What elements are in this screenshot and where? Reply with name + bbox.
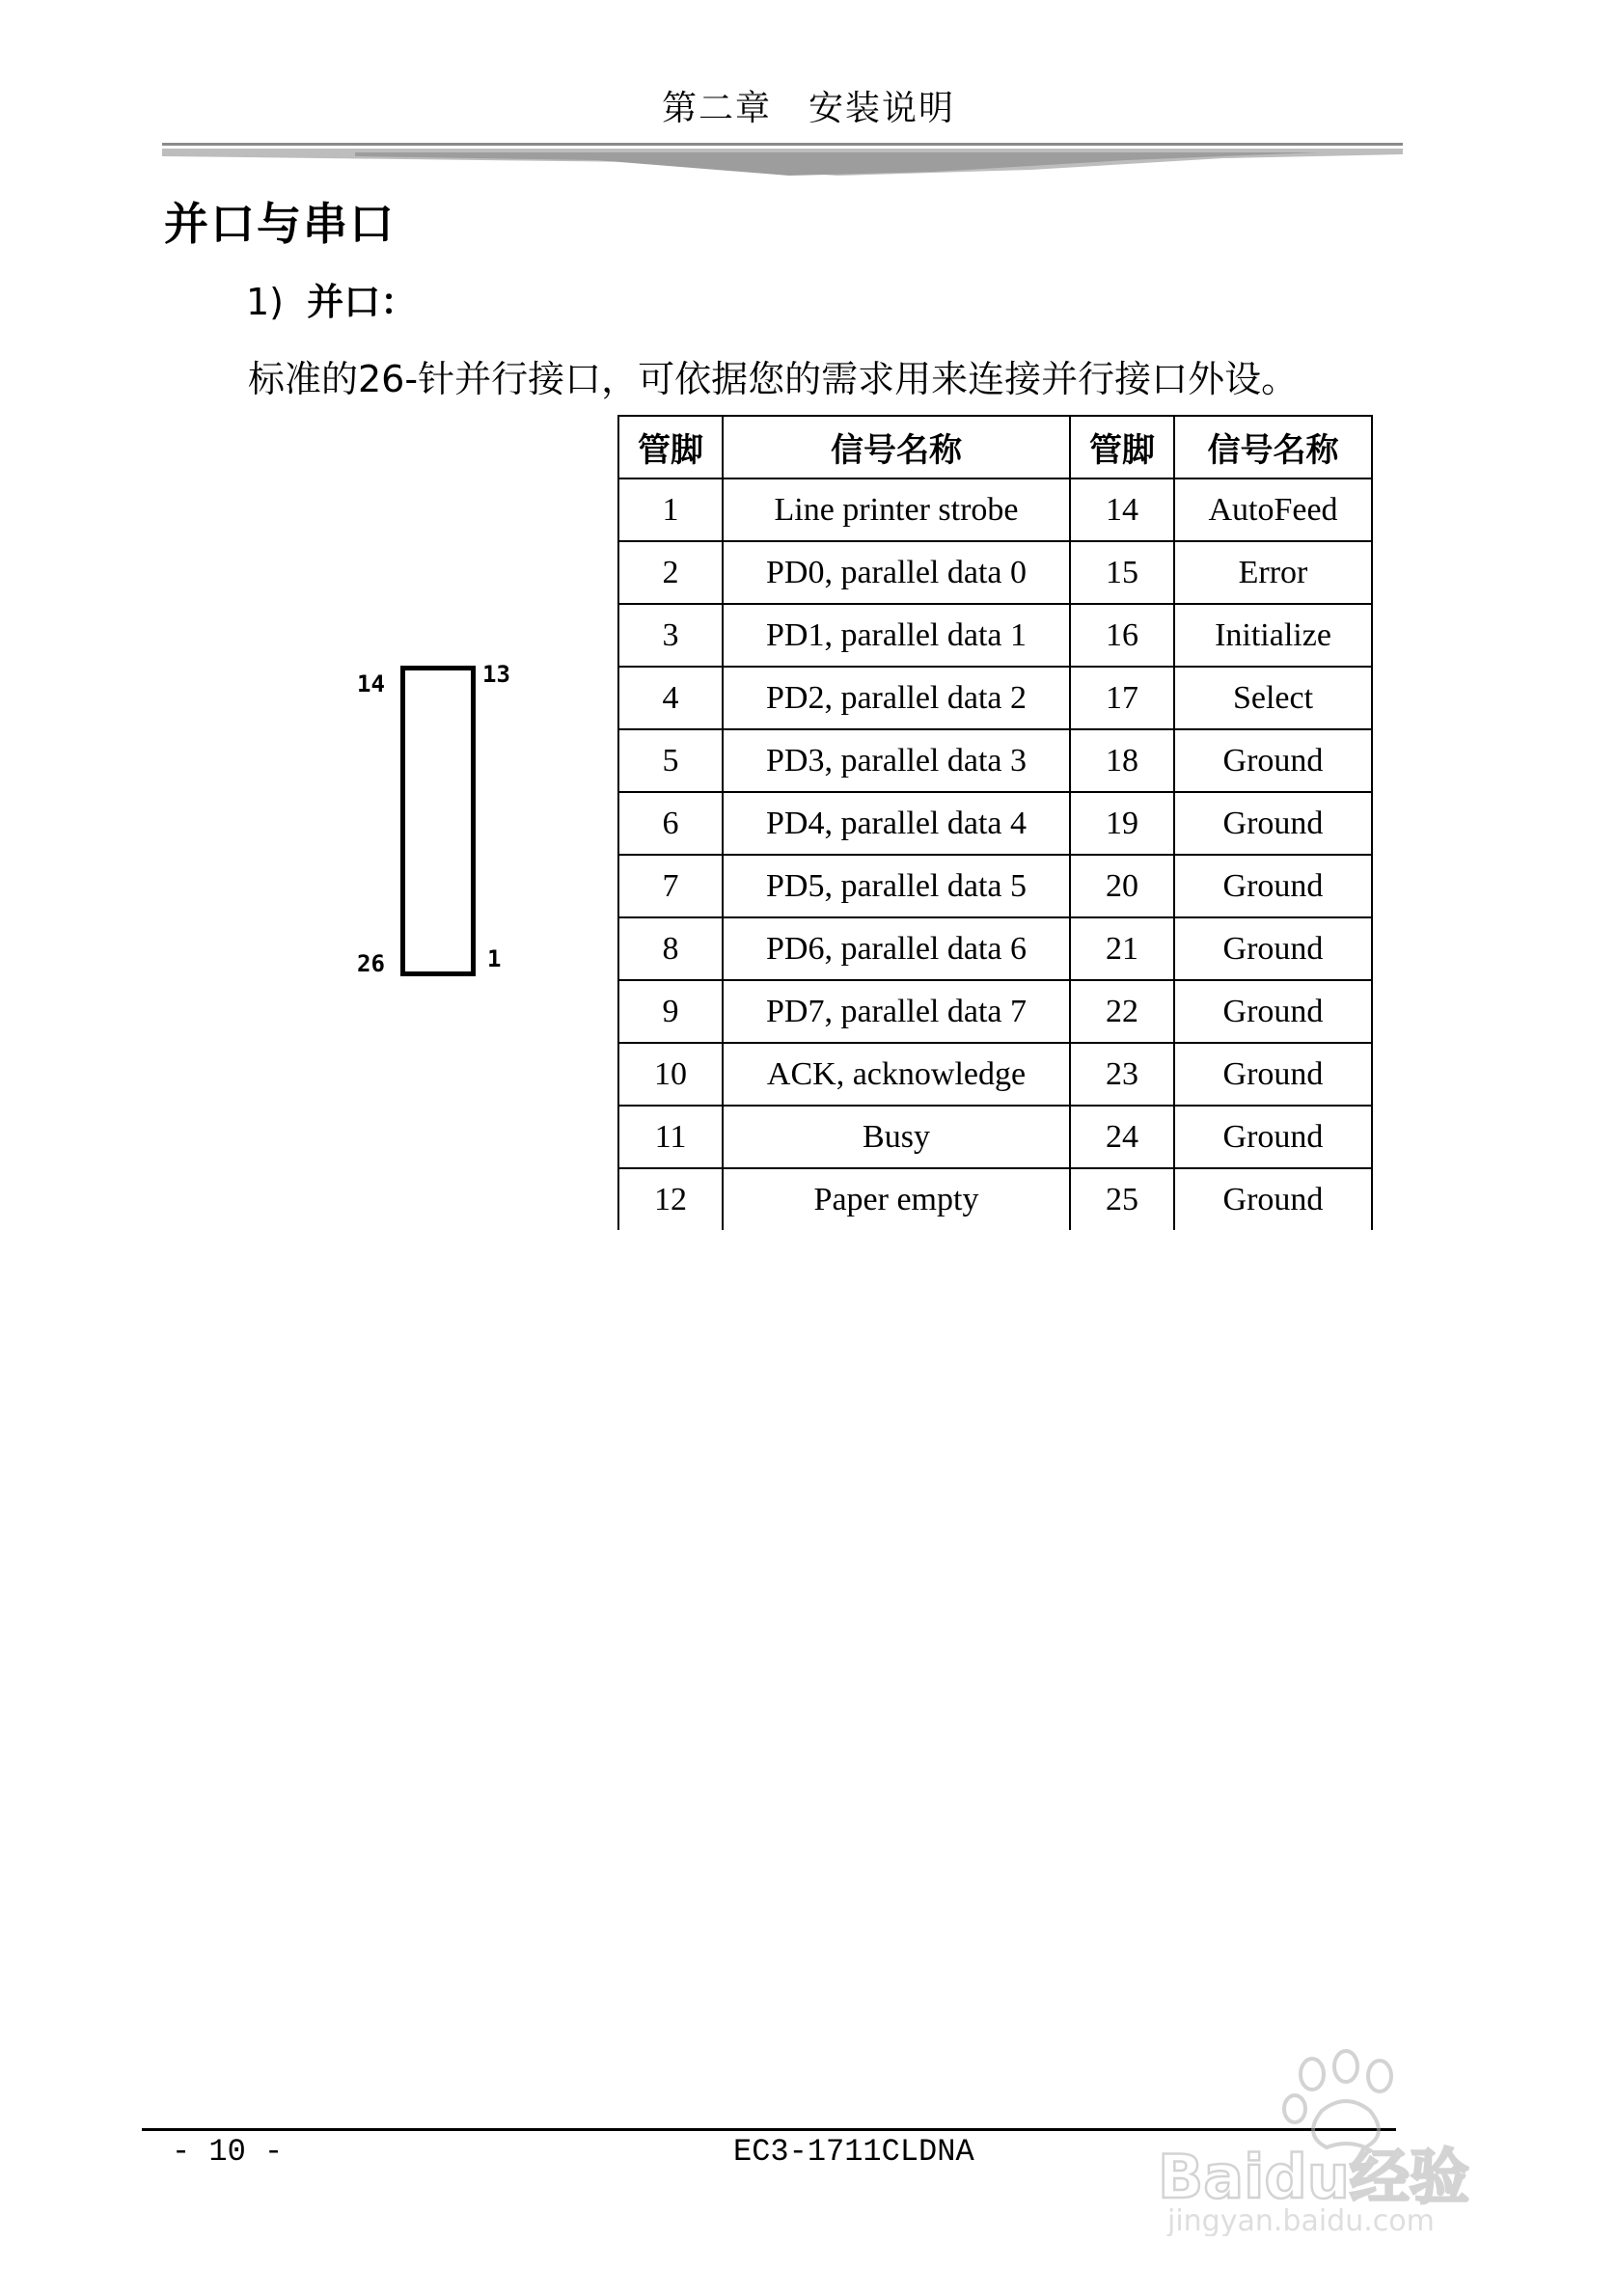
baidu-watermark — [1148, 2043, 1534, 2236]
cell-pin: 17 — [1070, 667, 1174, 729]
cell-signal: Select — [1174, 667, 1372, 729]
cell-pin: 18 — [1070, 729, 1174, 792]
table-header-row — [618, 416, 1372, 478]
cell-pin: 22 — [1070, 980, 1174, 1043]
table-row — [618, 917, 1372, 980]
table-row — [618, 478, 1372, 541]
document-code: EC3-1711CLDNA — [733, 2134, 974, 2170]
cell-pin: 23 — [1070, 1043, 1174, 1106]
watermark-brand: Baidu经验 — [1158, 2142, 1469, 2212]
header-pin: 管脚 — [618, 416, 723, 478]
section-title: 并口与串口 — [164, 198, 396, 250]
cell-pin: 9 — [618, 980, 723, 1043]
cell-signal: PD5, parallel data 5 — [723, 855, 1070, 917]
cell-pin: 10 — [618, 1043, 723, 1106]
pin-label-bottom-right: 1 — [487, 945, 502, 972]
cell-signal: Paper empty — [723, 1168, 1070, 1230]
table-row — [618, 1168, 1372, 1230]
paw-icon — [1284, 2051, 1391, 2147]
cell-signal: Ground — [1174, 729, 1372, 792]
cell-signal: ACK, acknowledge — [723, 1043, 1070, 1106]
cell-pin: 11 — [618, 1106, 723, 1168]
cell-pin: 4 — [618, 667, 723, 729]
cell-signal: Busy — [723, 1106, 1070, 1168]
table-row — [618, 604, 1372, 667]
pin-label-top-right: 13 — [482, 661, 510, 688]
cell-signal: PD2, parallel data 2 — [723, 667, 1070, 729]
cell-pin: 19 — [1070, 792, 1174, 855]
cell-signal: PD4, parallel data 4 — [723, 792, 1070, 855]
pin-label-bottom-left: 26 — [357, 950, 385, 977]
cell-signal: Ground — [1174, 1043, 1372, 1106]
cell-pin: 12 — [618, 1168, 723, 1230]
header-signal: 信号名称 — [723, 416, 1070, 478]
cell-pin: 3 — [618, 604, 723, 667]
cell-signal: Ground — [1174, 1106, 1372, 1168]
header-signal: 信号名称 — [1174, 416, 1372, 478]
cell-signal: PD3, parallel data 3 — [723, 729, 1070, 792]
cell-signal: Ground — [1174, 792, 1372, 855]
cell-signal: Ground — [1174, 980, 1372, 1043]
table-row — [618, 1043, 1372, 1106]
page-number: - 10 - — [172, 2134, 284, 2170]
table-row — [618, 792, 1372, 855]
cell-signal: AutoFeed — [1174, 478, 1372, 541]
table-row — [618, 729, 1372, 792]
table-row — [618, 1106, 1372, 1168]
intro-text: 标准的26-针并行接口，可依据您的需求用来连接并行接口外设。 — [248, 358, 1299, 400]
table-row — [618, 541, 1372, 604]
cell-signal: Error — [1174, 541, 1372, 604]
cell-pin: 20 — [1070, 855, 1174, 917]
header-rule — [162, 143, 1403, 178]
table-row — [618, 980, 1372, 1043]
cell-signal: Ground — [1174, 917, 1372, 980]
cell-pin: 16 — [1070, 604, 1174, 667]
cell-pin: 8 — [618, 917, 723, 980]
sub-heading-number: 1) — [246, 281, 285, 323]
cell-pin: 5 — [618, 729, 723, 792]
watermark-url: jingyan.baidu.com — [1167, 2204, 1435, 2236]
cell-signal: PD0, parallel data 0 — [723, 541, 1070, 604]
sub-heading — [246, 272, 417, 325]
cell-signal: PD6, parallel data 6 — [723, 917, 1070, 980]
cell-pin: 15 — [1070, 541, 1174, 604]
cell-pin: 6 — [618, 792, 723, 855]
cell-pin: 24 — [1070, 1106, 1174, 1168]
running-header: 第二章 安装说明 — [661, 89, 955, 128]
cell-pin: 14 — [1070, 478, 1174, 541]
cell-pin: 1 — [618, 478, 723, 541]
header-pin: 管脚 — [1070, 416, 1174, 478]
sub-heading-title: 并口： — [307, 281, 418, 323]
cell-signal: Line printer strobe — [723, 478, 1070, 541]
cell-signal: Initialize — [1174, 604, 1372, 667]
pin-table — [617, 415, 1373, 1230]
table-row — [618, 667, 1372, 729]
cell-pin: 2 — [618, 541, 723, 604]
cell-pin: 21 — [1070, 917, 1174, 980]
cell-signal: PD7, parallel data 7 — [723, 980, 1070, 1043]
cell-pin: 7 — [618, 855, 723, 917]
connector-outline — [400, 666, 476, 976]
pin-label-top-left: 14 — [357, 670, 385, 697]
cell-signal: Ground — [1174, 1168, 1372, 1230]
cell-signal: Ground — [1174, 855, 1372, 917]
cell-signal: PD1, parallel data 1 — [723, 604, 1070, 667]
cell-pin: 25 — [1070, 1168, 1174, 1230]
table-row — [618, 855, 1372, 917]
